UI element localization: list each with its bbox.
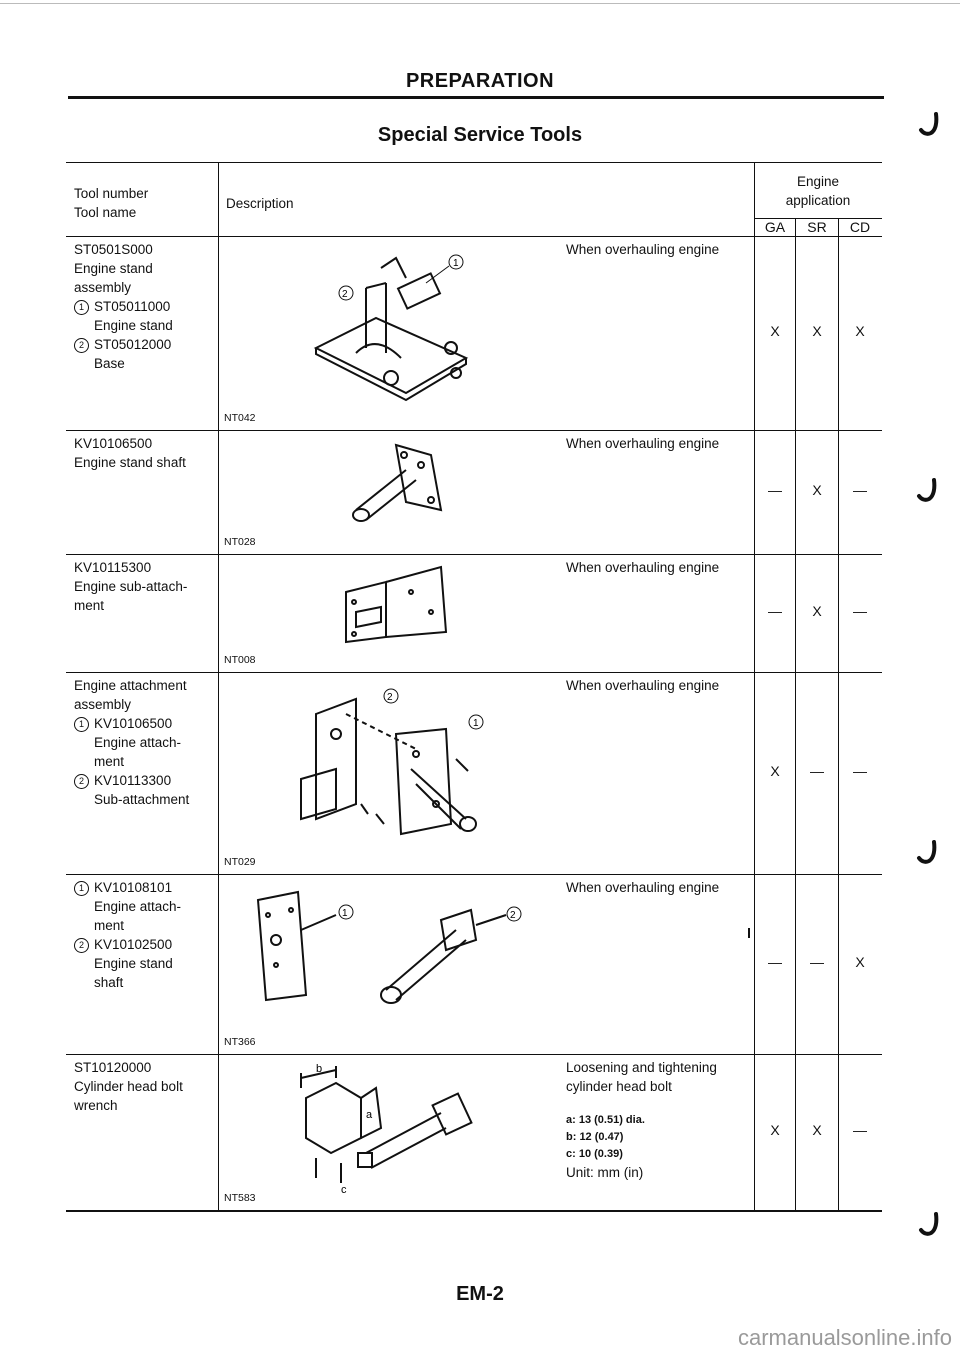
tool-cell (74, 1058, 183, 1115)
applicability-sr: X (812, 603, 822, 619)
tool-line: Engine attachment (74, 678, 187, 693)
svg-text:1: 1 (453, 258, 459, 269)
header-engine: Engine application (785, 174, 851, 208)
item-marker: 1 (74, 881, 89, 896)
applicability-ga: — (768, 954, 782, 970)
description-cell: When overhauling engine (566, 242, 720, 257)
page-title: Special Service Tools (377, 124, 583, 146)
applicability-cd: X (855, 954, 865, 970)
tool-line: 2 ST05012000 (74, 335, 173, 354)
svg-text:2: 2 (342, 289, 348, 300)
item-marker: 1 (74, 300, 89, 315)
row-rule (66, 430, 882, 431)
tool-line: Engine attach- (94, 735, 182, 750)
tool-line: shaft (94, 975, 124, 990)
table-bottom-rule (66, 1210, 882, 1212)
tool-cell (74, 878, 181, 992)
col-rule (754, 162, 755, 1210)
page-number: EM-2 (456, 1283, 504, 1305)
figure-code: NT366 (224, 1036, 256, 1048)
spec-line: b: 12 (0.47) (566, 1131, 624, 1143)
applicability-sr: — (810, 954, 824, 970)
section-title: PREPARATION (405, 70, 555, 92)
header-tool: Tool number Tool name (74, 186, 149, 220)
svg-text:1: 1 (342, 908, 348, 919)
col-rule (795, 218, 796, 1210)
item-marker: 2 (74, 338, 89, 353)
top-border (0, 3, 960, 4)
row-rule (66, 874, 882, 875)
title-rule (68, 96, 884, 99)
figure-code: NT042 (224, 412, 256, 424)
tool-line: Engine sub-attach- (74, 579, 188, 594)
tool-line: 1 ST05011000 (74, 297, 173, 316)
tool-line: ment (94, 754, 125, 769)
watermark: carmanualsonline.info (737, 1325, 952, 1350)
tool-line: ST0501S000 (74, 242, 153, 257)
svg-text:2: 2 (510, 910, 516, 921)
applicability-ga: X (770, 1122, 780, 1138)
cylinder-head-bolt-wrench-illustration (266, 1058, 506, 1198)
applicability-ga: — (768, 482, 782, 498)
engine-sr: SR (807, 219, 827, 235)
header-description: Description (226, 196, 294, 211)
svg-text:2: 2 (387, 692, 393, 703)
description-cell: When overhauling engine (566, 880, 720, 895)
tool-line: Engine stand (94, 956, 173, 971)
item-marker: 2 (74, 774, 89, 789)
applicability-sr: X (812, 323, 822, 339)
description-cell: Loosening and tightening cylinder head bolt a: 13 (0.51) dia. b: 12 (0.47) c: 10 (0.39) Unit: mm (in) (566, 1060, 717, 1180)
applicability-cd: — (853, 482, 867, 498)
applicability-cd: X (855, 323, 865, 339)
tool-line: 1 KV10106500 (74, 714, 189, 733)
tool-cell (74, 434, 186, 472)
header-rule (66, 236, 882, 237)
description-cell: When overhauling engine (566, 560, 720, 575)
check-mark-icon (918, 1212, 944, 1238)
engine-cd: CD (849, 219, 871, 235)
engine-attachment-shaft-illustration (246, 880, 546, 1040)
check-mark-icon (916, 840, 942, 866)
check-mark-icon (916, 478, 942, 504)
engine-stand-assembly-illustration (306, 248, 476, 408)
col-rule (838, 218, 839, 1210)
tool-line: Base (94, 356, 125, 371)
figure-code: NT029 (224, 856, 256, 868)
svg-text:1: 1 (473, 718, 479, 729)
tool-line: 1 KV10108101 (74, 878, 181, 897)
figure-code: NT583 (224, 1192, 256, 1204)
callout-a: a (366, 1109, 373, 1121)
check-mark-icon (918, 112, 944, 138)
tool-line: assembly (74, 697, 132, 712)
applicability-sr: — (810, 763, 824, 779)
tool-line: Sub-attachment (94, 792, 190, 807)
figure-code: NT028 (224, 536, 256, 548)
unit-note: Unit: mm (in) (566, 1165, 644, 1180)
tool-line: Engine stand shaft (74, 455, 186, 470)
applicability-sr: X (812, 482, 822, 498)
applicability-ga: X (770, 323, 780, 339)
applicability-cd: — (853, 1122, 867, 1138)
table-top-rule (66, 162, 882, 163)
tool-line: Engine stand (94, 318, 173, 333)
engine-ga: GA (764, 219, 786, 235)
tool-line: 2 KV10102500 (74, 935, 181, 954)
tool-line: Engine stand (74, 261, 153, 276)
tool-cell (74, 676, 189, 809)
row-rule (66, 672, 882, 673)
special-tools-table (66, 162, 882, 1212)
tool-line: Engine attach- (94, 899, 182, 914)
applicability-cd: — (853, 603, 867, 619)
description-cell: When overhauling engine (566, 436, 720, 451)
tool-line: 2 KV10113300 (74, 771, 189, 790)
item-marker: 1 (74, 717, 89, 732)
applicability-cd: — (853, 763, 867, 779)
tool-line: KV10115300 (74, 560, 152, 575)
tool-cell (74, 240, 173, 373)
tool-cell (74, 558, 187, 615)
spec-line: c: 10 (0.39) (566, 1148, 623, 1160)
spec-line: a: 13 (0.51) dia. (566, 1114, 645, 1126)
tool-line: KV10106500 (74, 436, 153, 451)
engine-attachment-assembly-illustration (286, 674, 496, 854)
applicability-ga: X (770, 763, 780, 779)
row-rule (66, 554, 882, 555)
description-cell: When overhauling engine (566, 678, 720, 693)
applicability-ga: — (768, 603, 782, 619)
tool-line: Cylinder head bolt (74, 1079, 183, 1094)
tool-line: assembly (74, 280, 132, 295)
applicability-sr: X (812, 1122, 822, 1138)
row-rule (66, 1054, 882, 1055)
col-rule (218, 162, 219, 1210)
callout-c: c (341, 1184, 347, 1196)
engine-stand-shaft-illustration (336, 440, 456, 530)
callout-b: b (316, 1063, 323, 1075)
item-marker: 2 (74, 938, 89, 953)
tool-line: ST10120000 (74, 1060, 152, 1075)
tool-line: ment (74, 598, 105, 613)
tool-line: wrench (74, 1098, 118, 1113)
engine-sub-attachment-illustration (336, 562, 456, 652)
figure-code: NT008 (224, 654, 256, 666)
tool-line: ment (94, 918, 125, 933)
